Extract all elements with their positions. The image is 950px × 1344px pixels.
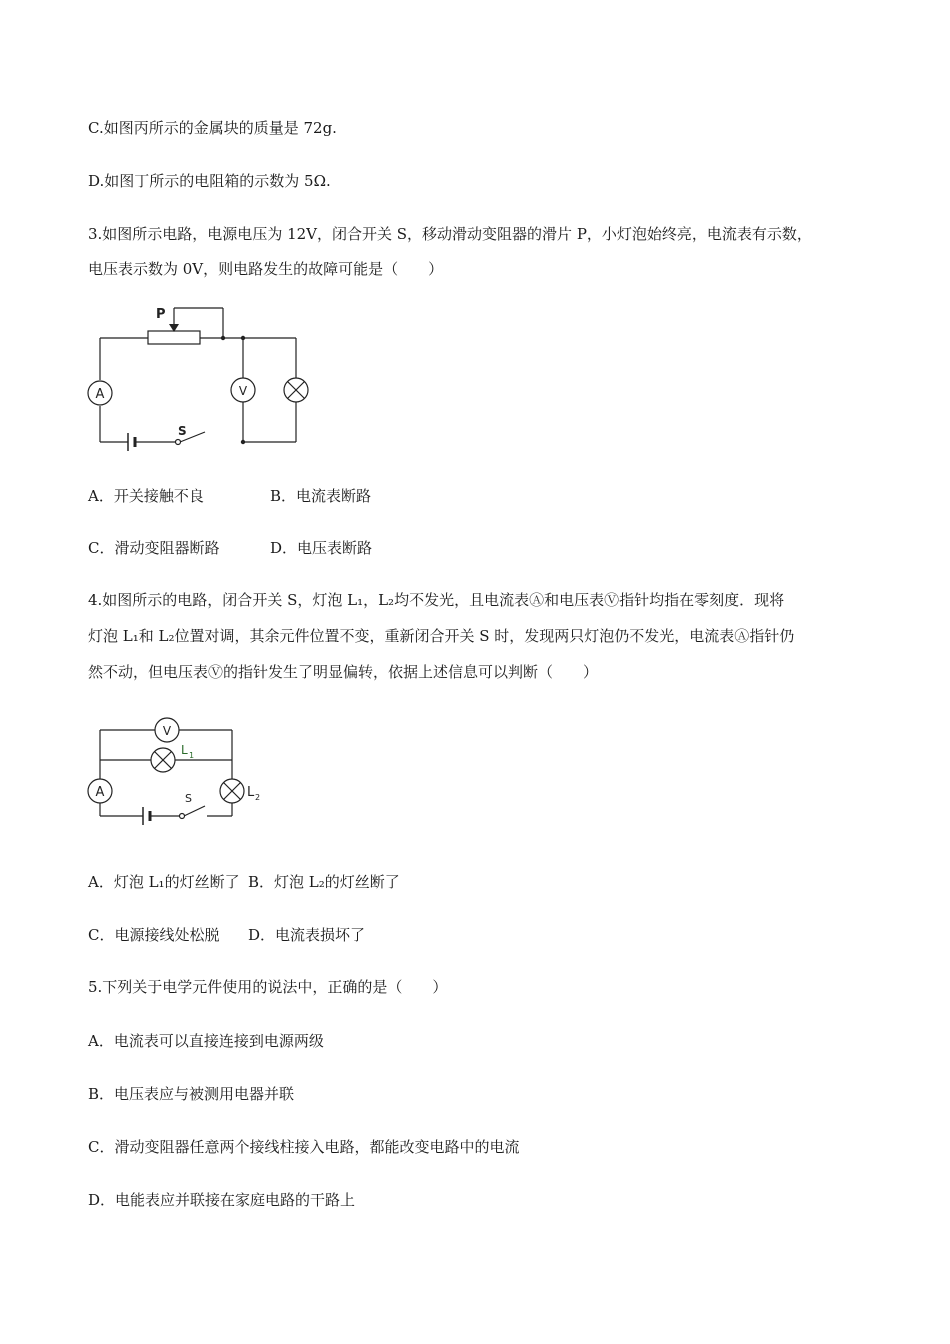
- junction-dot: [241, 336, 245, 340]
- switch-contact: [180, 814, 185, 819]
- switch-blade: [184, 806, 205, 816]
- junction-dot: [241, 440, 245, 444]
- q3-stem-line1: 3.如图所示电路，电源电压为 12V，闭合开关 S，移动滑动变阻器的滑片 P，小灯泡始终亮，电流表有示数，: [88, 225, 812, 243]
- label-switch: S: [185, 792, 192, 805]
- q5-option-d: D．电能表应并联接在家庭电路的干路上: [88, 1191, 356, 1209]
- q3-option-a: A．开关接触不良: [88, 487, 204, 505]
- q4-option-a: A．灯泡 L₁的灯丝断了: [88, 873, 240, 891]
- q5-option-b: B．电压表应与被测用电器并联: [88, 1085, 295, 1103]
- q4-circuit-diagram: [85, 712, 270, 832]
- label-switch: S: [178, 424, 187, 438]
- q3-option-c: C．滑动变阻器断路: [88, 539, 220, 557]
- q3-stem-line2: 电压表示数为 0V，则电路发生的故障可能是（ ）: [88, 260, 444, 278]
- q5-stem: 5.下列关于电学元件使用的说法中，正确的是（ ）: [88, 978, 448, 996]
- q5-option-a: A．电流表可以直接连接到电源两级: [88, 1032, 324, 1050]
- label-l2-sub: 2: [255, 793, 261, 802]
- q3-circuit-diagram: [80, 300, 310, 450]
- option-c-text: C.如图丙所示的金属块的质量是 72g.: [88, 119, 337, 137]
- label-l1: L: [181, 743, 188, 757]
- q4-option-b: B．灯泡 L₂的灯丝断了: [248, 873, 400, 891]
- q4-stem-line2: 灯泡 L₁和 L₂位置对调，其余元件位置不变，重新闭合开关 S 时，发现两只灯泡仍不发光，电流表Ⓐ指针仍: [88, 627, 795, 645]
- label-ammeter: A: [95, 785, 105, 800]
- junction-dot: [221, 336, 225, 340]
- q4-stem-line3: 然不动，但电压表Ⓥ的指针发生了明显偏转，依据上述信息可以判断（ ）: [88, 663, 599, 681]
- label-l2: L: [247, 785, 255, 800]
- label-ammeter: A: [95, 387, 105, 402]
- label-p: P: [156, 307, 166, 322]
- switch-contact: [176, 440, 181, 445]
- q4-option-d: D．电流表损坏了: [248, 926, 366, 944]
- q5-option-c: C．滑动变阻器任意两个接线柱接入电路，都能改变电路中的电流: [88, 1138, 520, 1156]
- rheostat-resistor: [148, 331, 200, 344]
- label-voltmeter: V: [162, 724, 172, 738]
- q4-stem-line1: 4.如图所示的电路，闭合开关 S，灯泡 L₁，L₂均不发光，且电流表Ⓐ和电压表Ⓥ指针均指在零刻度．现将: [88, 591, 785, 609]
- q3-option-b: B．电流表断路: [270, 487, 372, 505]
- option-d-text: D.如图丁所示的电阻箱的示数为 5Ω.: [88, 172, 331, 190]
- q4-option-c: C．电源接线处松脱: [88, 926, 220, 944]
- label-voltmeter: V: [238, 384, 248, 398]
- label-l1-sub: 1: [189, 751, 195, 760]
- q3-option-d: D．电压表断路: [270, 539, 373, 557]
